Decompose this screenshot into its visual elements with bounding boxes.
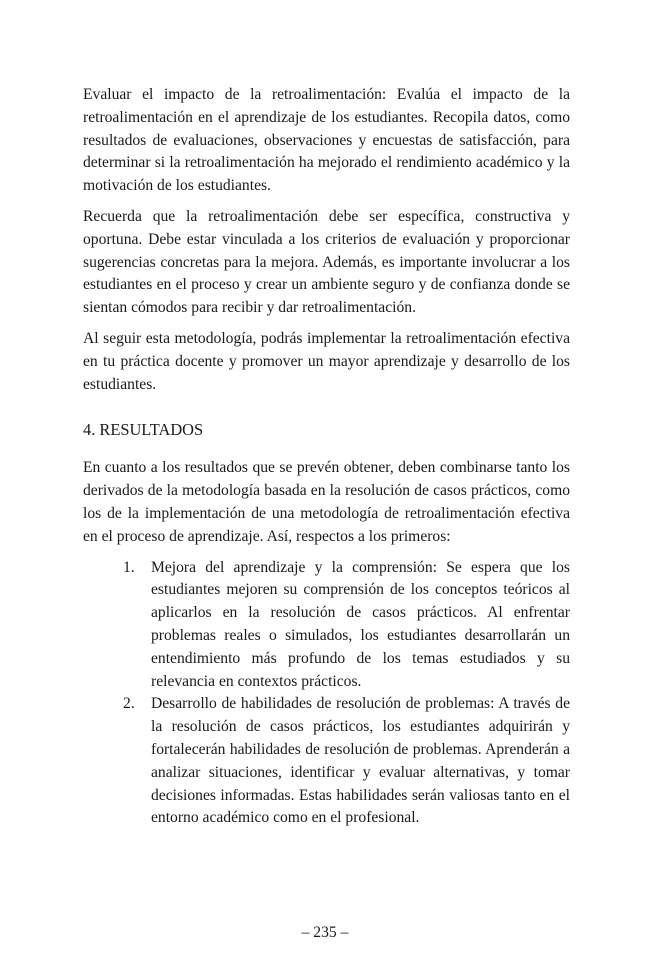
list-item [83,693,570,830]
list-item-text: Desarrollo de habilidades de resolución de problemas: A través de la resolución de casos prácticos, los estudiantes adquirirán y fortalecerán habilidades de resolución de problemas. Aprenderán a analizar situaciones, identificar y evaluar alternativas, y tomar decisiones informadas. Estas habilidades serán valiosas tanto en el entorno académico como en el profesional. [151,695,570,827]
list-item-number: 2. [123,695,135,713]
section-heading: 4. RESULTADOS [83,420,204,440]
list-item-text: Mejora del aprendizaje y la comprensión: Se espera que los estudiantes mejoren su comprensión de los conceptos teóricos al aplicarlos en la resolución de casos prácticos. Al enfrentar problemas reales o simulados, los estudiantes desarrollarán un entendimiento más profundo de los temas estudiados y su relevancia en contextos prácticos. [151,558,570,690]
paragraph-methodology-conclusion: Al seguir esta metodología, podrás implementar la retroalimentación efectiva en tu práctica docente y promover un mayor aprendizaje y desarrollo de los estudiantes. [83,329,570,393]
paragraph-feedback-reminder: Recuerda que la retroalimentación debe ser específica, constructiva y oportuna. Debe estar vinculada a los criterios de evaluación y proporcionar sugerencias concretas para la mejora. Además, es importante involucrar a los estudiantes en el proceso y crear un ambiente seguro y de confianza donde se sientan cómodos para recibir y dar retroalimentación. [83,207,570,317]
results-list [83,557,570,831]
page-number: – 235 – [301,924,349,941]
section-intro-paragraph: En cuanto a los resultados que se prevén obtener, deben combinarse tanto los derivados de la metodología basada en la resolución de casos prácticos, como los de la implementación de una metodología de retroalimentación efectiva en el proceso de aprendizaje. Así, respectos a los primeros: [83,459,570,545]
list-item [83,557,570,694]
paragraph-evaluate-impact: Evaluar el impacto de la retroalimentación: Evalúa el impacto de la retroalimentación en el aprendizaje de los estudiantes. Recopila datos, como resultados de evaluaciones, observaciones y encuestas de satisfacción, para determinar si la retroalimentación ha mejorado el rendimiento académico y la motivación de los estudiantes. [83,86,570,195]
page-body [83,84,570,830]
list-item-number: 1. [123,558,135,576]
